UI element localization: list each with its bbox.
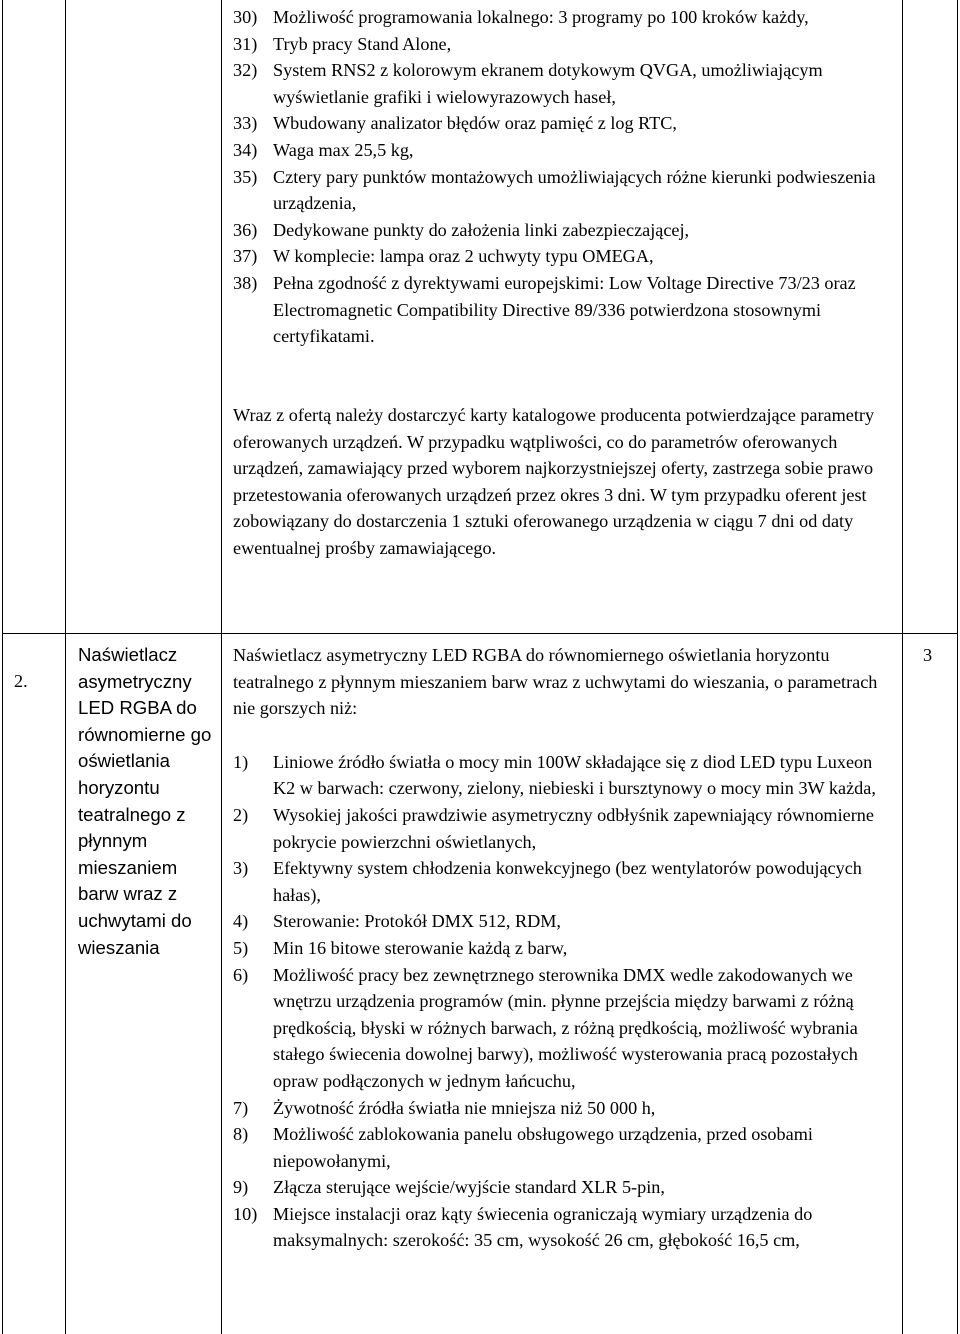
list-item-text: Wbudowany analizator błędów oraz pamięć z log RTC, (273, 113, 677, 134)
list-item-text: Miejsce instalacji oraz kąty świecenia ograniczają wymiary urządzenia do maksymalnych: szerokość: 35 cm, wysokość 26 cm, głębokość 16,5 cm, (273, 1203, 813, 1251)
list-item-text: Złącza sterujące wejście/wyjście standard XLR 5-pin, (273, 1177, 665, 1198)
table-border-right (957, 0, 958, 1334)
list-item-number: 33) (233, 113, 258, 134)
column-divider-number (65, 0, 66, 1334)
list-item-number: 10) (233, 1203, 258, 1224)
list-item (233, 270, 893, 350)
list-item (233, 935, 893, 962)
list-item (233, 749, 893, 802)
list-item-text: Sterowanie: Protokół DMX 512, RDM, (273, 911, 561, 932)
list-item-number: 37) (233, 246, 258, 267)
list-item (233, 57, 893, 110)
list-item-number: 2) (233, 804, 249, 825)
offer-note-block (233, 402, 893, 562)
list-item-number: 36) (233, 219, 258, 240)
list-item (233, 31, 893, 58)
list-item (233, 243, 893, 270)
list-item-number: 9) (233, 1177, 249, 1198)
list-item-text: Tryb pracy Stand Alone, (273, 33, 452, 54)
list-item-text: Waga max 25,5 kg, (273, 139, 414, 160)
list-item-number: 38) (233, 272, 258, 293)
list-item (233, 1174, 893, 1201)
list-item-number: 35) (233, 166, 258, 187)
list-item-number: 3) (233, 858, 249, 879)
row-number: 2. (14, 671, 28, 691)
previous-row-description (233, 4, 893, 350)
list-item-text: Możliwość zablokowania panelu obsługowego urządzenia, przed osobami niepowołanymi, (273, 1124, 813, 1171)
list-item-text: Pełna zgodność z dyrektywami europejskimi: Low Voltage Directive 73/23 oraz Electromagnetic Compatibility Directive 89/336 potwierdzona stosownymi certyfikatami. (273, 272, 856, 347)
list-item-text: Możliwość pracy bez zewnętrznego sterownika DMX wedle zakodowanych we wnętrzu urządzenia programów (min. płynne przejścia między barwami z różną prędkością, błyski w różnych barwach, z różną prędkością, możliwość wybrania stałego świecenia dowolnej barwy), możliwość wysterowania pracą pozostałych opraw podłączonych w jednym łańcuchu, (273, 964, 858, 1091)
top-item-list (233, 4, 893, 350)
item-name (78, 642, 216, 961)
list-item (233, 802, 893, 855)
list-item-number: 5) (233, 937, 249, 958)
list-item (233, 217, 893, 244)
list-item (233, 908, 893, 935)
list-item (233, 1121, 893, 1174)
table-border-left (2, 0, 3, 1334)
list-item-number: 31) (233, 33, 258, 54)
list-item-number: 8) (233, 1124, 249, 1145)
list-item-text: Efektywny system chłodzenia konwekcyjnego (bez wentylatorów powodujących hałas), (273, 858, 862, 905)
row-separator (2, 633, 958, 634)
list-item-number: 4) (233, 911, 249, 932)
item-description (233, 642, 893, 1254)
list-item-number: 34) (233, 139, 258, 160)
list-item-text: Min 16 bitowe sterowanie każdą z barw, (273, 937, 568, 958)
list-item (233, 1095, 893, 1122)
list-item-text: Możliwość programowania lokalnego: 3 programy po 100 kroków każdy, (273, 7, 809, 27)
offer-note: Wraz z ofertą należy dostarczyć karty katalogowe producenta potwierdzające parametry oferowanych urządzeń. W przypadku wątpliwości, co do parametrów oferowanych urządzeń, zamawiający przed wyborem najkorzystniejszej oferty, zastrzega sobie prawo przetestowania oferowanych urządzeń przez okres 3 dni. W tym przypadku oferent jest zobowiązany do dostarczenia 1 sztuki oferowanego urządzenia w ciągu 7 dni od daty ewentualnej prośby zamawiającego. (233, 405, 875, 558)
item-name-text: Naświetlacz asymetryczny LED RGBA do równomierne go oświetlania horyzontu teatralnego z płynnym mieszaniem barw wraz z uchwytami do wieszania (78, 644, 212, 958)
list-item (233, 962, 893, 1095)
list-item-number: 7) (233, 1097, 249, 1118)
list-item-text: System RNS2 z kolorowym ekranem dotykowym QVGA, umożliwiającym wyświetlanie grafiki i wielowyrazowych haseł, (273, 60, 823, 107)
list-item (233, 110, 893, 137)
list-item-number: 6) (233, 964, 249, 985)
list-item-text: Cztery pary punktów montażowych umożliwiających różne kierunki podwieszenia urządzenia, (273, 166, 876, 214)
list-item-text: Żywotność źródła światła nie mniejsza niż 50 000 h, (273, 1097, 656, 1118)
list-item (233, 4, 893, 31)
list-item-text: Dedykowane punkty do założenia linki zabezpieczającej, (273, 219, 690, 240)
list-item-text: W komplecie: lampa oraz 2 uchwyty typu OMEGA, (273, 246, 654, 267)
list-item-text: Liniowe źródło światła o mocy min 100W składające się z diod LED typu Luxeon K2 w barwach: czerwony, zielony, niebieski i bursztynowy o mocy min 3W każda, (273, 751, 876, 799)
item-quantity: 3 (923, 645, 933, 665)
list-item-number: 32) (233, 60, 258, 81)
list-item (233, 855, 893, 908)
list-item (233, 164, 893, 217)
list-item (233, 1201, 893, 1254)
list-item-number: 1) (233, 751, 249, 772)
column-divider-name (221, 0, 222, 1334)
list-item-text: Wysokiej jakości prawdziwie asymetryczny odbłyśnik zapewniający równomierne pokrycie powierzchni oświetlanych, (273, 804, 874, 852)
item-intro: Naświetlacz asymetryczny LED RGBA do równomiernego oświetlania horyzontu teatralnego z płynnym mieszaniem barw wraz z uchwytami do wieszania, o parametrach nie gorszych niż: (233, 645, 878, 719)
column-divider-description (902, 0, 903, 1334)
list-item-number: 30) (233, 7, 258, 27)
item-parameter-list (233, 749, 893, 1254)
list-item (233, 137, 893, 164)
